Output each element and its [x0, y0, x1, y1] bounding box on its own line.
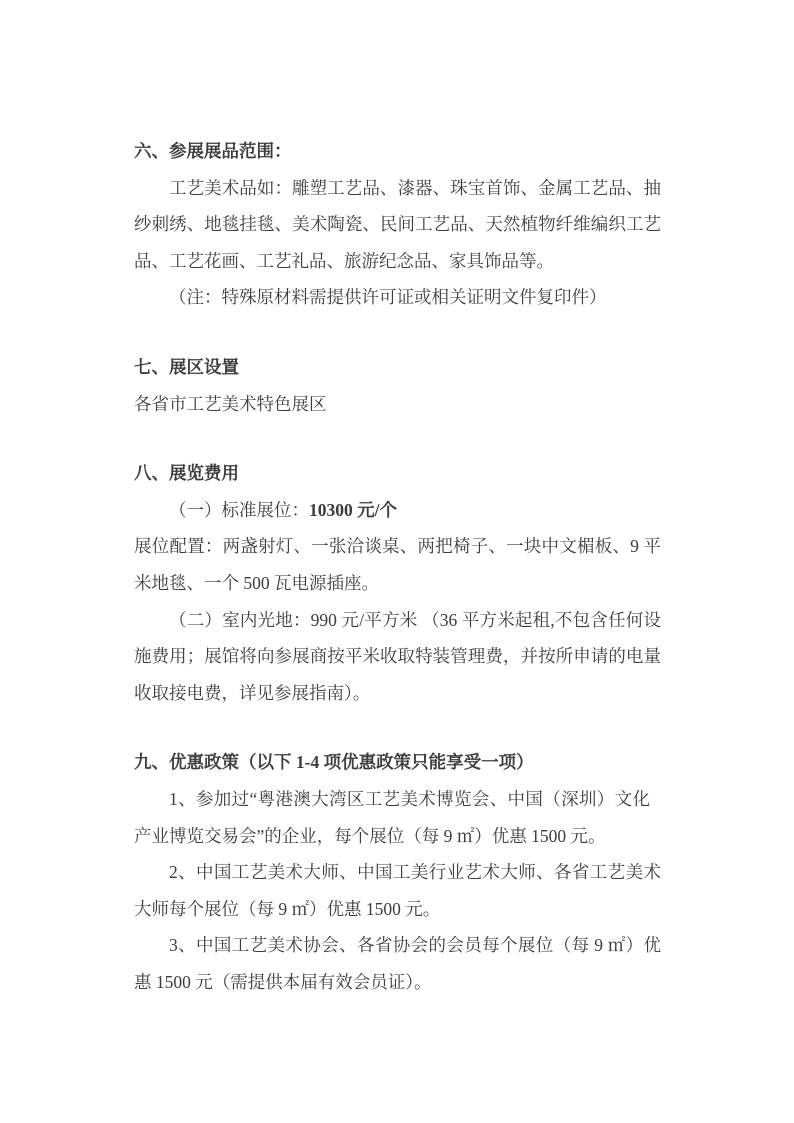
standard-booth-label: （一）标准展位：	[169, 499, 309, 520]
section-heading-discount-policy: 九、优惠政策（以下 1-4 项优惠政策只能享受一项）	[134, 752, 534, 773]
section-exhibition-fees	[134, 455, 661, 711]
exhibit-scope-paragraph: 工艺美术品如：雕塑工艺品、漆器、珠宝首饰、金属工艺品、抽纱刺绣、地毯挂毯、美术陶瓷、民间工艺品、天然植物纤维编织工艺品、工艺花画、工艺礼品、旅游纪念品、家具饰品等。	[134, 177, 661, 271]
booth-configuration-paragraph: 展位配置：两盏射灯、一张洽谈桌、两把椅子、一块中文楣板、9 平米地毯、一个 500 瓦电源插座。	[134, 536, 661, 593]
special-materials-note: （注：特殊原材料需提供许可证或相关证明文件复印件）	[169, 287, 607, 308]
standard-booth-price: 10300 元/个	[309, 499, 397, 520]
section-discount-policy	[134, 744, 661, 1000]
zone-setup-paragraph: 各省市工艺美术特色展区	[134, 393, 327, 414]
section-heading-exhibit-scope: 六、参展展品范围：	[134, 141, 292, 161]
policy-item-1: 1、参加过“粤港澳大湾区工艺美术博览会、中国（深圳）文化产业博览交易会”的企业，每个展位（每 9 ㎡）优惠 1500 元。	[134, 788, 650, 846]
section-heading-exhibition-fees: 八、展览费用	[134, 463, 239, 484]
standard-booth-line	[134, 492, 661, 529]
policy-item-3: 3、中国工艺美术协会、各省协会的会员每个展位（每 9 ㎡）优惠 1500 元（需提供本届有效会员证）。	[134, 935, 661, 992]
document-content	[134, 133, 661, 1000]
section-zone-setup	[134, 349, 661, 422]
raw-space-paragraph: （二）室内光地：990 元/平方米 （36 平方米起租,不包含任何设施费用；展馆将向参展商按平米收取特装管理费，并按所申请的电量收取接电费，详见参展指南）。	[134, 609, 661, 703]
section-heading-zone-setup: 七、展区设置	[134, 356, 239, 377]
section-exhibit-scope	[134, 133, 661, 316]
policy-item-2: 2、中国工艺美术大师、中国工美行业艺术大师、各省工艺美术大师每个展位（每 9 ㎡）优惠 1500 元。	[134, 862, 661, 919]
